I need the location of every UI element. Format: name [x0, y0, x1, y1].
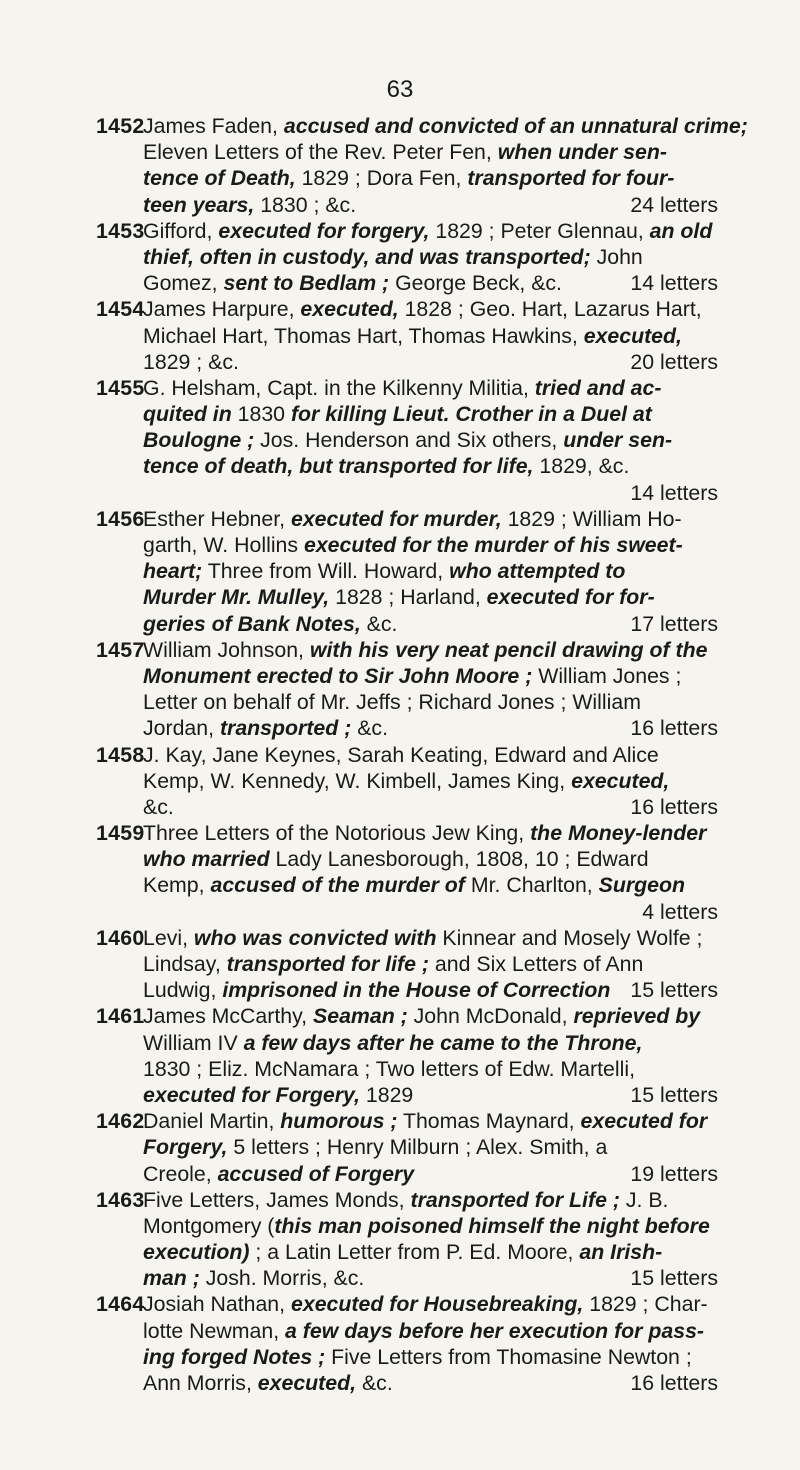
text-run: James Harpure, — [143, 297, 301, 322]
text-run: 1828 ; Harland, — [329, 585, 487, 610]
italic-annotation: Boulogne ; — [143, 428, 255, 453]
text-run: 1830 — [231, 402, 291, 427]
text-line — [143, 375, 718, 401]
italic-annotation: executed, — [300, 297, 399, 322]
text-line — [143, 139, 718, 165]
letter-count: 14 letters — [630, 480, 718, 505]
italic-annotation: tried and ac- — [534, 375, 662, 400]
text-run: Levi, — [143, 925, 194, 950]
letter-count: 14 letters — [630, 271, 718, 296]
lot-number: 1460 — [96, 925, 145, 950]
italic-annotation: executed for forgery, — [218, 218, 430, 243]
text-run: Jordan, — [143, 716, 220, 741]
italic-annotation: transported for Life ; — [410, 1187, 620, 1212]
entry-text — [143, 820, 718, 925]
text-line — [143, 925, 718, 951]
text-run: 1829 ; William Ho- — [501, 506, 682, 531]
text-line — [143, 1213, 718, 1239]
catalogue-entry — [0, 506, 800, 637]
lot-number: 1463 — [96, 1187, 145, 1212]
text-line — [143, 218, 718, 244]
text-line — [143, 899, 718, 925]
italic-annotation: executed, — [257, 1371, 357, 1395]
italic-annotation: executed, — [571, 768, 670, 793]
text-line — [143, 1187, 718, 1213]
italic-annotation: reprieved by — [573, 1004, 701, 1029]
italic-annotation: transported for life ; — [226, 952, 430, 976]
text-run: Eleven Letters of the Rev. Peter Fen, — [143, 140, 498, 165]
text-line — [143, 453, 718, 479]
italic-annotation: with his very neat pencil drawing of the — [309, 637, 708, 662]
text-run: Gifford, — [143, 218, 219, 243]
text-run: Jos. Henderson and Six others, — [254, 428, 564, 453]
catalogue-entry — [0, 637, 800, 742]
italic-annotation: under sen- — [563, 428, 673, 453]
text-line — [143, 323, 718, 349]
catalogue-entry — [0, 1291, 800, 1396]
italic-annotation: who attempted to — [449, 559, 626, 584]
text-line — [143, 611, 718, 637]
text-line — [143, 742, 718, 768]
text-run: John — [590, 244, 643, 269]
lot-number: 1454 — [96, 297, 145, 322]
italic-annotation: imprisoned in the House of Correction — [222, 978, 611, 1003]
text-run: 1830 ; Eliz. McNamara ; Two letters of Edw. Martelli, — [143, 1056, 635, 1081]
lot-number: 1464 — [96, 1292, 145, 1317]
text-line — [143, 768, 718, 794]
catalogue-entry — [0, 820, 800, 925]
text-line — [143, 1370, 718, 1396]
text-run: Five Letters, James Monds, — [143, 1187, 411, 1212]
catalogue-entry — [0, 218, 800, 297]
text-line — [143, 1318, 718, 1344]
text-run: Mr. Charlton, — [464, 873, 599, 898]
italic-annotation: executed for murder, — [290, 506, 502, 531]
text-run: Lindsay, — [143, 952, 227, 976]
text-line — [143, 532, 718, 558]
italic-annotation: an old — [649, 218, 713, 243]
italic-annotation: thief, often in custody, and was transported; — [143, 244, 591, 269]
entry-text — [143, 1187, 718, 1292]
italic-annotation: execution) — [143, 1240, 250, 1265]
italic-annotation: the Money-lender — [530, 821, 707, 846]
letter-count: 16 letters — [630, 1371, 718, 1395]
italic-annotation: a few days after he came to the Throne, — [243, 1030, 643, 1055]
italic-annotation: executed for the murder of his sweet- — [303, 533, 683, 557]
text-run: Kinnear and Mosely Wolfe ; — [436, 925, 703, 950]
text-run: 1829 ; Dora Fen, — [295, 166, 468, 191]
text-run: 1829 ; Char- — [583, 1292, 708, 1317]
italic-annotation: ing forged Notes ; — [143, 1344, 326, 1369]
text-run: garth, W. Hollins — [143, 533, 304, 557]
text-run: William Johnson, — [143, 637, 310, 662]
italic-annotation: Monument erected to Sir John Moore ; — [143, 663, 533, 688]
italic-annotation: for killing Lieut. Crother in a Duel at — [290, 402, 652, 427]
text-line — [143, 584, 718, 610]
text-run: John McDonald, — [407, 1004, 574, 1029]
text-run: William Jones ; — [532, 663, 682, 688]
text-run: 1829 ; &c. — [143, 349, 239, 374]
catalogue-entry — [0, 742, 800, 821]
italic-annotation: sent to Bedlam ; — [223, 271, 390, 296]
text-run: James Faden, — [143, 114, 284, 138]
text-line — [143, 1056, 718, 1082]
text-line — [143, 558, 718, 584]
text-run: Ludwig, — [143, 978, 223, 1003]
text-run: 1828 ; Geo. Hart, Lazarus Hart, — [398, 297, 702, 322]
italic-annotation: accused of Forgery — [217, 1161, 415, 1186]
text-line — [143, 820, 718, 846]
italic-annotation: teen years, — [143, 192, 255, 217]
text-run: J. Kay, Jane Keynes, Sarah Keating, Edward and Alice — [143, 742, 659, 767]
text-line — [143, 1161, 718, 1187]
text-line — [143, 296, 718, 322]
catalogue-entry — [0, 296, 800, 375]
text-run: ; a Latin Letter from P. Ed. Moore, — [249, 1240, 580, 1265]
text-run: &c. — [143, 794, 174, 819]
letter-count: 4 letters — [642, 899, 718, 924]
italic-annotation: geries of Bank Notes, — [143, 611, 361, 636]
italic-annotation: Seaman ; — [313, 1004, 408, 1029]
text-line — [143, 663, 718, 689]
text-run: &c. — [360, 611, 398, 636]
text-run: 1830 ; &c. — [254, 192, 357, 217]
italic-annotation: quited in — [143, 402, 232, 427]
letter-count: 17 letters — [630, 611, 718, 636]
italic-annotation: Forgery, — [143, 1135, 228, 1160]
entry-text — [143, 637, 718, 742]
italic-annotation: executed for Housebreaking, — [291, 1292, 584, 1317]
text-run: Creole, — [143, 1161, 218, 1186]
text-line — [143, 401, 718, 427]
text-run: James McCarthy, — [143, 1004, 314, 1029]
italic-annotation: Murder Mr. Mulley, — [143, 585, 330, 610]
letter-count: 15 letters — [630, 1082, 718, 1107]
entry-text — [143, 1291, 718, 1396]
text-run: &c. — [351, 716, 388, 741]
text-line — [143, 1344, 718, 1370]
italic-annotation: humorous ; — [280, 1109, 398, 1134]
catalogue-entries — [0, 113, 800, 1396]
italic-annotation: who married — [143, 847, 270, 872]
entry-text — [143, 1003, 718, 1108]
text-run: J. B. — [619, 1187, 669, 1212]
text-line — [143, 113, 748, 139]
italic-annotation: tence of Death, — [143, 166, 296, 191]
entry-text — [143, 506, 718, 637]
entry-text — [143, 742, 718, 821]
lot-number: 1462 — [96, 1109, 145, 1134]
text-run: Thomas Maynard, — [397, 1109, 581, 1134]
catalogue-entry — [0, 375, 800, 506]
text-run: Kemp, — [143, 873, 211, 898]
italic-annotation: when under sen- — [497, 140, 667, 165]
text-line — [143, 1082, 718, 1108]
text-line — [143, 637, 718, 663]
text-line — [143, 794, 718, 820]
text-run: G. Helsham, Capt. in the Kilkenny Militia, — [143, 375, 535, 400]
catalogue-entry — [0, 113, 800, 218]
italic-annotation: man ; — [143, 1266, 200, 1291]
lot-number: 1455 — [96, 375, 145, 400]
text-run: Michael Hart, Thomas Hart, Thomas Hawkins, — [143, 323, 584, 348]
text-line — [143, 1003, 718, 1029]
entry-text — [143, 296, 718, 375]
italic-annotation: an Irish- — [579, 1240, 663, 1265]
text-run: Josh. Morris, &c. — [199, 1266, 365, 1291]
catalogue-entry — [0, 1003, 800, 1108]
text-run: and Six Letters of Ann — [429, 952, 644, 976]
text-run: Three Letters of the Notorious Jew King, — [143, 821, 531, 846]
italic-annotation: transported for four- — [467, 166, 675, 191]
letter-count: 24 letters — [630, 192, 718, 217]
text-line — [143, 689, 718, 715]
italic-annotation: executed, — [583, 323, 682, 348]
text-run: Five Letters from Thomasine Newton ; — [325, 1344, 692, 1369]
italic-annotation: accused of the murder of — [210, 873, 465, 898]
text-run: 1829 ; Peter Glennau, — [429, 218, 650, 243]
italic-annotation: tence of death, but transported for life, — [143, 454, 534, 479]
text-line — [143, 1265, 718, 1291]
text-line — [143, 951, 718, 977]
lot-number: 1457 — [96, 637, 145, 662]
lot-number: 1458 — [96, 742, 145, 767]
text-line — [143, 1030, 718, 1056]
text-run: Kemp, W. Kennedy, W. Kimbell, James King, — [143, 768, 572, 793]
lot-number: 1456 — [96, 506, 145, 531]
text-run: &c. — [356, 1371, 393, 1395]
entry-text — [143, 113, 748, 218]
text-run: lotte Newman, — [143, 1318, 286, 1343]
text-line — [143, 872, 718, 898]
text-line — [143, 165, 718, 191]
text-line — [143, 506, 718, 532]
text-run: Ann Morris, — [143, 1371, 258, 1395]
lot-number: 1459 — [96, 821, 145, 846]
text-line — [143, 480, 718, 506]
text-run: Gomez, — [143, 271, 224, 296]
italic-annotation: accused and convicted of an unnatural crime; — [283, 114, 748, 138]
lot-number: 1453 — [96, 218, 145, 243]
text-run: 1829, &c. — [533, 454, 630, 479]
text-run: Letter on behalf of Mr. Jeffs ; Richard Jones ; William — [143, 690, 641, 715]
text-line — [143, 349, 718, 375]
text-run: George Beck, &c. — [389, 271, 562, 296]
text-line — [143, 715, 718, 741]
letter-count: 15 letters — [630, 1266, 718, 1291]
text-run: Josiah Nathan, — [143, 1292, 291, 1317]
text-run: 5 letters ; Henry Milburn ; Alex. Smith, a — [227, 1135, 608, 1160]
text-line — [143, 1108, 718, 1134]
text-run: Three from Will. Howard, — [202, 559, 450, 584]
lot-number: 1461 — [96, 1004, 145, 1029]
text-line — [143, 244, 718, 270]
italic-annotation: this man poisoned himself the night before — [274, 1213, 710, 1238]
text-line — [143, 270, 718, 296]
text-line — [143, 192, 718, 218]
text-run: William IV — [143, 1030, 244, 1055]
text-run: 1829 — [359, 1082, 414, 1107]
italic-annotation: executed for — [580, 1109, 708, 1134]
italic-annotation: a few days before her execution for pass- — [285, 1318, 705, 1343]
italic-annotation: transported ; — [219, 716, 352, 741]
catalogue-entry — [0, 925, 800, 1004]
lot-number: 1452 — [96, 114, 145, 138]
italic-annotation: who was convicted with — [193, 925, 437, 950]
text-line — [143, 427, 718, 453]
text-run: Daniel Martin, — [143, 1109, 281, 1134]
letter-count: 15 letters — [630, 978, 718, 1003]
entry-text — [143, 925, 718, 1004]
text-run: Montgomery ( — [143, 1213, 275, 1238]
letter-count: 20 letters — [630, 349, 718, 374]
text-run: Esther Hebner, — [143, 506, 291, 531]
entry-text — [143, 1108, 718, 1187]
text-line — [143, 1134, 718, 1160]
text-line — [143, 977, 718, 1003]
entry-text — [143, 218, 718, 297]
entry-text — [143, 375, 718, 506]
italic-annotation: Surgeon — [598, 873, 686, 898]
text-run: Lady Lanesborough, 1808, 10 ; Edward — [269, 847, 649, 872]
catalogue-entry — [0, 1108, 800, 1187]
letter-count: 19 letters — [630, 1161, 718, 1186]
text-line — [143, 1239, 718, 1265]
italic-annotation: executed for Forgery, — [143, 1082, 360, 1107]
page-number: 63 — [386, 76, 414, 103]
letter-count: 16 letters — [630, 794, 718, 819]
catalogue-entry — [0, 1187, 800, 1292]
text-line — [143, 846, 718, 872]
italic-annotation: executed for for- — [486, 585, 655, 610]
italic-annotation: heart; — [143, 559, 203, 584]
letter-count: 16 letters — [630, 716, 718, 741]
text-line — [143, 1291, 718, 1317]
